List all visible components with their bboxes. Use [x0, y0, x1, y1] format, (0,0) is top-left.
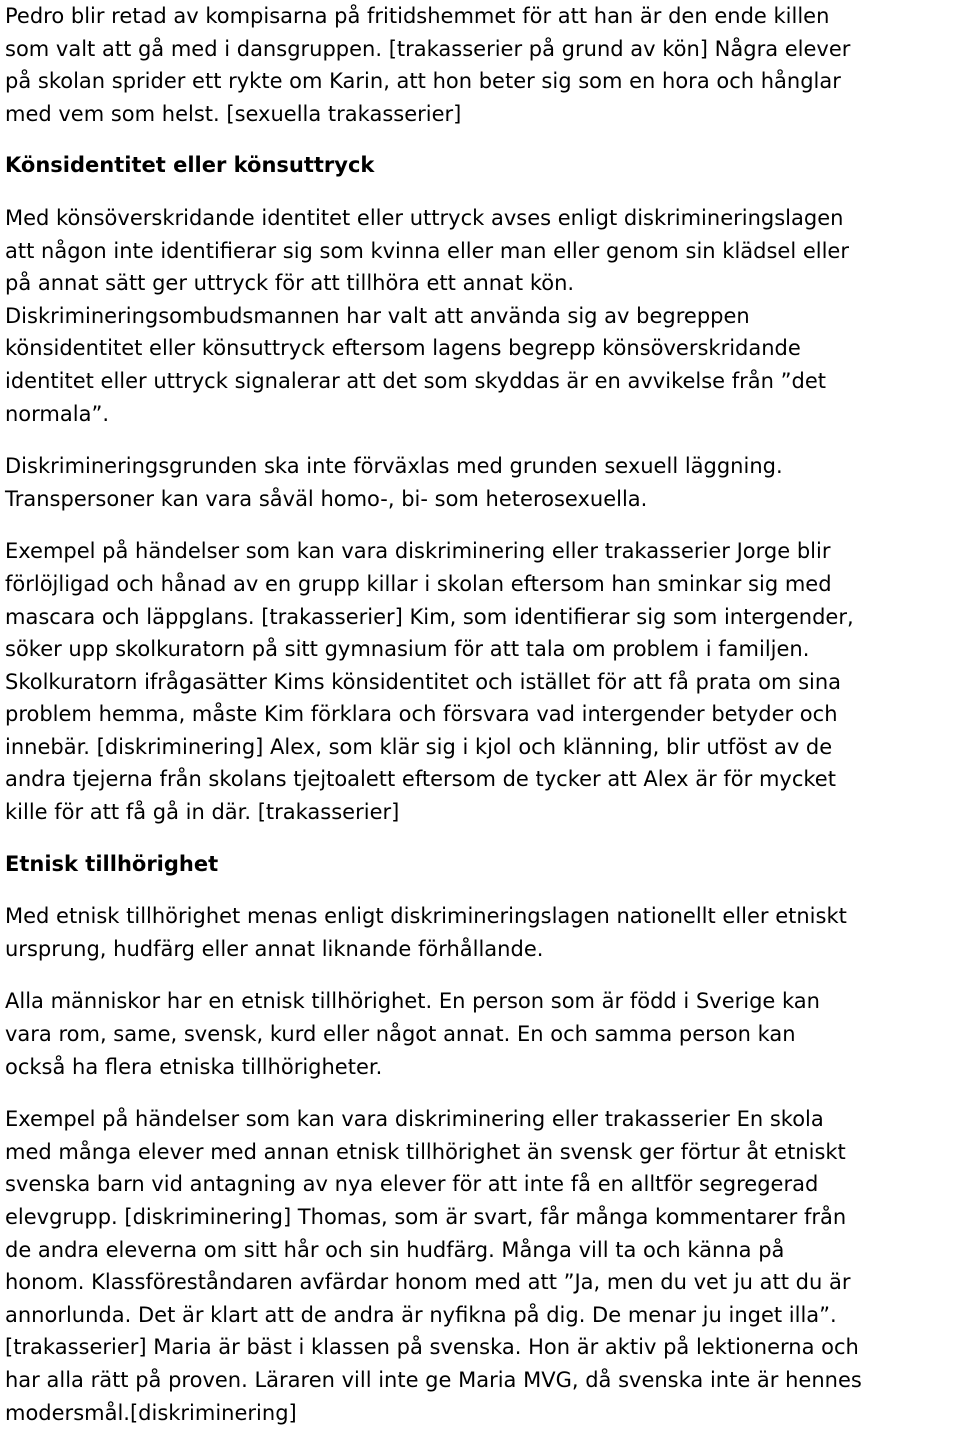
text-line: med vem som helst. [sexuella trakasserier] — [5, 101, 462, 126]
text-line: svenska barn vid antagning av nya elever för att inte få en alltför segregerad — [5, 1172, 819, 1197]
text-line: förlöjligad och hånad av en grupp killar i skolan eftersom han sminkar sig med — [5, 571, 832, 596]
text-line: på annat sätt ger uttryck för att tillhöra ett annat kön. — [5, 271, 575, 296]
text-line: som valt att gå med i dansgruppen. [trakasserier på grund av kön] Några elever — [5, 36, 851, 61]
text-line: Med etnisk tillhörighet menas enligt diskrimineringslagen nationellt eller etniskt — [5, 904, 847, 929]
text-line: modersmål.[diskriminering] — [5, 1400, 297, 1425]
text-line: har alla rätt på proven. Läraren vill inte ge Maria MVG, då svenska inte är hennes — [5, 1367, 862, 1392]
text-line: problem hemma, måste Kim förklara och försvara vad intergender betyder och — [5, 702, 838, 727]
text-line: innebär. [diskriminering] Alex, som klär sig i kjol och klänning, blir utföst av de — [5, 734, 833, 759]
paragraph-konsidentitet-definition — [5, 202, 957, 430]
text-line: att någon inte identifierar sig som kvinna eller man eller genom sin klädsel eller — [5, 238, 849, 263]
text-line: normala”. — [5, 401, 110, 426]
paragraph-examples-konsidentitet — [5, 535, 957, 828]
text-line: Exempel på händelser som kan vara diskriminering eller trakasserier En skola — [5, 1107, 824, 1132]
text-line: Pedro blir retad av kompisarna på fritidshemmet för att han är den ende killen — [5, 4, 830, 28]
text-line: honom. Klassföreståndaren avfärdar honom med att ”Ja, men du vet ju att du är — [5, 1270, 851, 1295]
text-line: Diskrimineringsombudsmannen har valt att använda sig av begreppen — [5, 303, 750, 328]
text-line: identitet eller uttryck signalerar att det som skyddas är en avvikelse från ”det — [5, 368, 827, 393]
text-line: söker upp skolkuratorn på sitt gymnasium för att tala om problem i familjen. — [5, 637, 810, 662]
text-line: mascara och läppglans. [trakasserier] Kim, som identifierar sig som intergender, — [5, 604, 854, 629]
text-line: könsidentitet eller könsuttryck eftersom lagens begrepp könsöverskridande — [5, 336, 801, 361]
paragraph-alla-manniskor — [5, 985, 957, 1083]
text-line: Med könsöverskridande identitet eller uttryck avses enligt diskrimineringslagen — [5, 205, 844, 230]
text-line: också ha flera etniska tillhörigheter. — [5, 1054, 383, 1079]
text-line: med många elever med annan etnisk tillhörighet än svensk ger förtur åt etniskt — [5, 1139, 846, 1164]
text-line: ursprung, hudfärg eller annat liknande förhållande. — [5, 936, 544, 961]
document-page — [5, 0, 957, 1429]
text-line: elevgrupp. [diskriminering] Thomas, som är svart, får många kommentarer från — [5, 1205, 847, 1229]
text-line: vara rom, same, svensk, kurd eller något annat. En och samma person kan — [5, 1022, 796, 1047]
text-line: kille för att få gå in där. [trakasserier] — [5, 800, 400, 825]
heading-konsidentitet: Könsidentitet eller könsuttryck — [5, 153, 375, 178]
text-line: annorlunda. Det är klart att de andra är nyfikna på dig. De menar ju inget illa”. — [5, 1302, 837, 1327]
text-line: Diskrimineringsgrunden ska inte förväxlas med grunden sexuell läggning. — [5, 454, 783, 479]
paragraph-etnisk-definition — [5, 900, 957, 965]
text-line: Skolkuratorn ifrågasätter Kims könsidentitet och istället för att få prata om sina — [5, 669, 842, 694]
text-line: andra tjejerna från skolans tjejtoalett eftersom de tycker att Alex är för mycket — [5, 767, 836, 792]
text-line: [trakasserier] Maria är bäst i klassen på svenska. Hon är aktiv på lektionerna och — [5, 1335, 859, 1360]
text-line: Exempel på händelser som kan vara diskriminering eller trakasserier Jorge blir — [5, 539, 831, 564]
text-line: de andra eleverna om sitt hår och sin hudfärg. Många vill ta och känna på — [5, 1237, 785, 1262]
paragraph-examples-etnisk — [5, 1103, 957, 1429]
paragraph-diskrimineringsgrunden — [5, 450, 957, 515]
text-line: Transpersoner kan vara såväl homo-, bi- som heterosexuella. — [5, 486, 648, 511]
heading-etnisk-tillhorighet: Etnisk tillhörighet — [5, 851, 219, 876]
text-line: Alla människor har en etnisk tillhörighet. En person som är född i Sverige kan — [5, 989, 820, 1014]
text-line: på skolan sprider ett rykte om Karin, att hon beter sig som en hora och hånglar — [5, 69, 841, 94]
paragraph-pedro-karin — [5, 0, 957, 130]
